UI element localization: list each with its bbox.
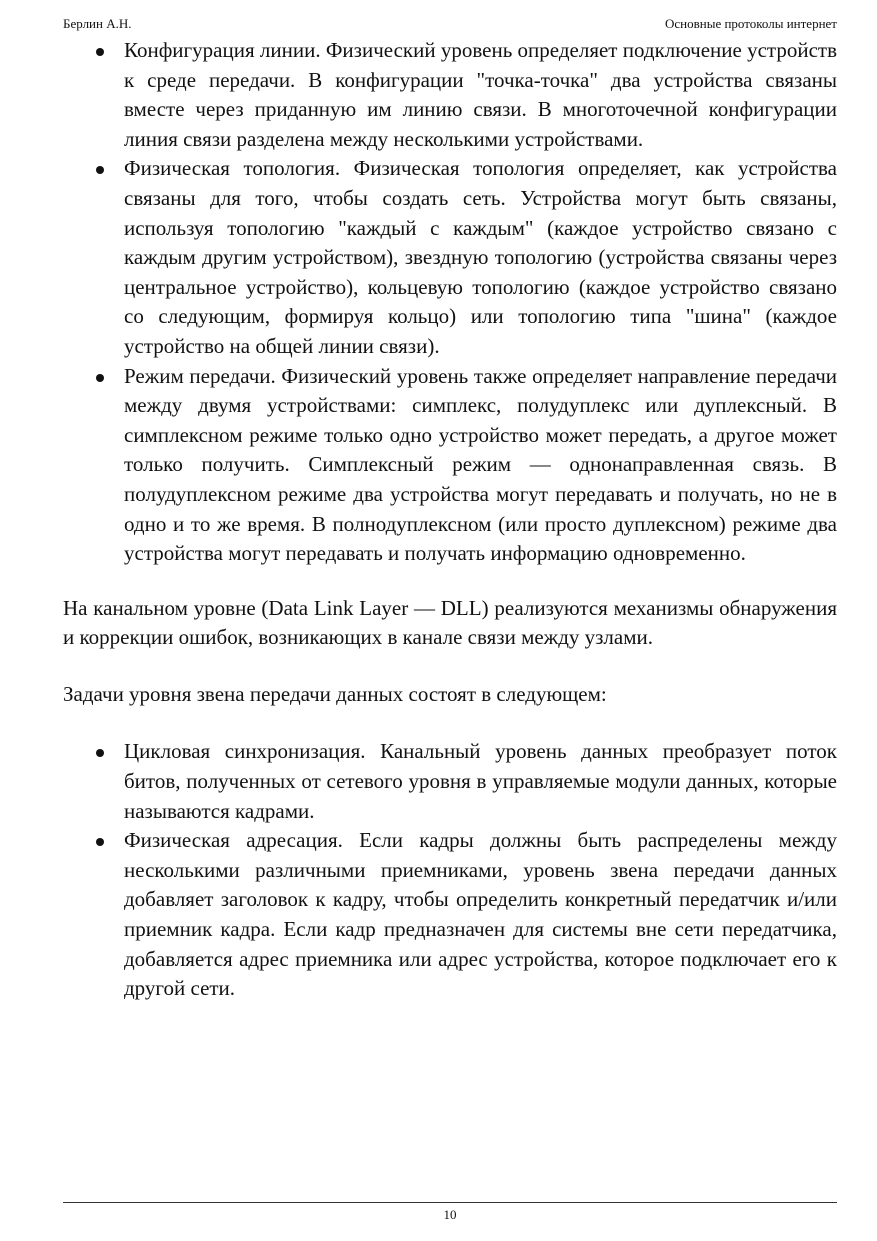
footer-divider [63,1202,837,1203]
header-author: Берлин А.Н. [63,16,132,31]
bullet-icon [96,838,104,846]
page-number: 10 [443,1207,457,1222]
bullet-icon [96,374,104,382]
list-item-text: Режим передачи. Физический уровень также определяет направление передачи между двумя устройствами: симплекс, полудуплекс или дуплексный. В симплексном режиме только одно устройство может передать, а другое может только получить. Симплексный режим — однонаправленная связь. В полудуплексном режиме два устройства могут передавать и получать, но не в одно и то же время. В полнодуплексном (или просто дуплексном) режиме два устройства могут передавать и получать информацию одновременно. [124,363,837,566]
physical-layer-list [63,36,837,569]
list-item [63,362,837,569]
list-item-text: Физическая адресация. Если кадры должны быть распределены между несколькими различными приемниками, уровень звена передачи данных добавляет заголовок к кадру, чтобы определить конкретный передатчик и/или приемник кадра. Если кадр предназначен для системы вне сети передатчика, добавляется адрес приемника или адрес устройства, которое подключает его к другой сети. [124,828,837,1001]
dll-tasks-list [63,737,837,1003]
list-item [63,36,837,154]
bullet-icon [96,166,104,174]
bullet-icon [96,749,104,757]
list-item-text: Конфигурация линии. Физический уровень определяет подключение устройств к среде передачи. В конфигурации "точка-точка" два устройства связаны вместе через приданную им линию связи. В многоточечной конфигурации линия связи разделена между несколькими устройствами. [124,38,837,151]
list-item [63,154,837,361]
header-running-title: Основные протоколы интернет [665,16,837,31]
list-item-text: Физическая топология. Физическая топология определяет, как устройства связаны для того, чтобы создать сеть. Устройства могут быть связаны, используя топологию "каждый с каждым" (каждое устройство связано с каждым другим устройством), звездную топологию (устройства связаны через центральное устройство), кольцевую топологию (каждое устройство связано со следующим, формируя кольцо) или топологию типа "шина" (каждое устройство на общей линии связи). [124,156,837,358]
list-item [63,826,837,1004]
page-header [63,14,837,34]
dll-paragraph: На канальном уровне (Data Link Layer — DLL) реализуются механизмы обнаружения и коррекции ошибок, возникающих в канале связи между узлами. [63,595,837,650]
list-item [63,737,837,826]
bullet-icon [96,48,104,56]
page-body [63,36,837,1004]
tasks-intro: Задачи уровня звена передачи данных состоят в следующем: [63,681,607,706]
list-item-text: Цикловая синхронизация. Канальный уровень данных преобразует поток битов, полученных от сетевого уровня в управляемые модули данных, которые называются кадрами. [124,739,837,823]
